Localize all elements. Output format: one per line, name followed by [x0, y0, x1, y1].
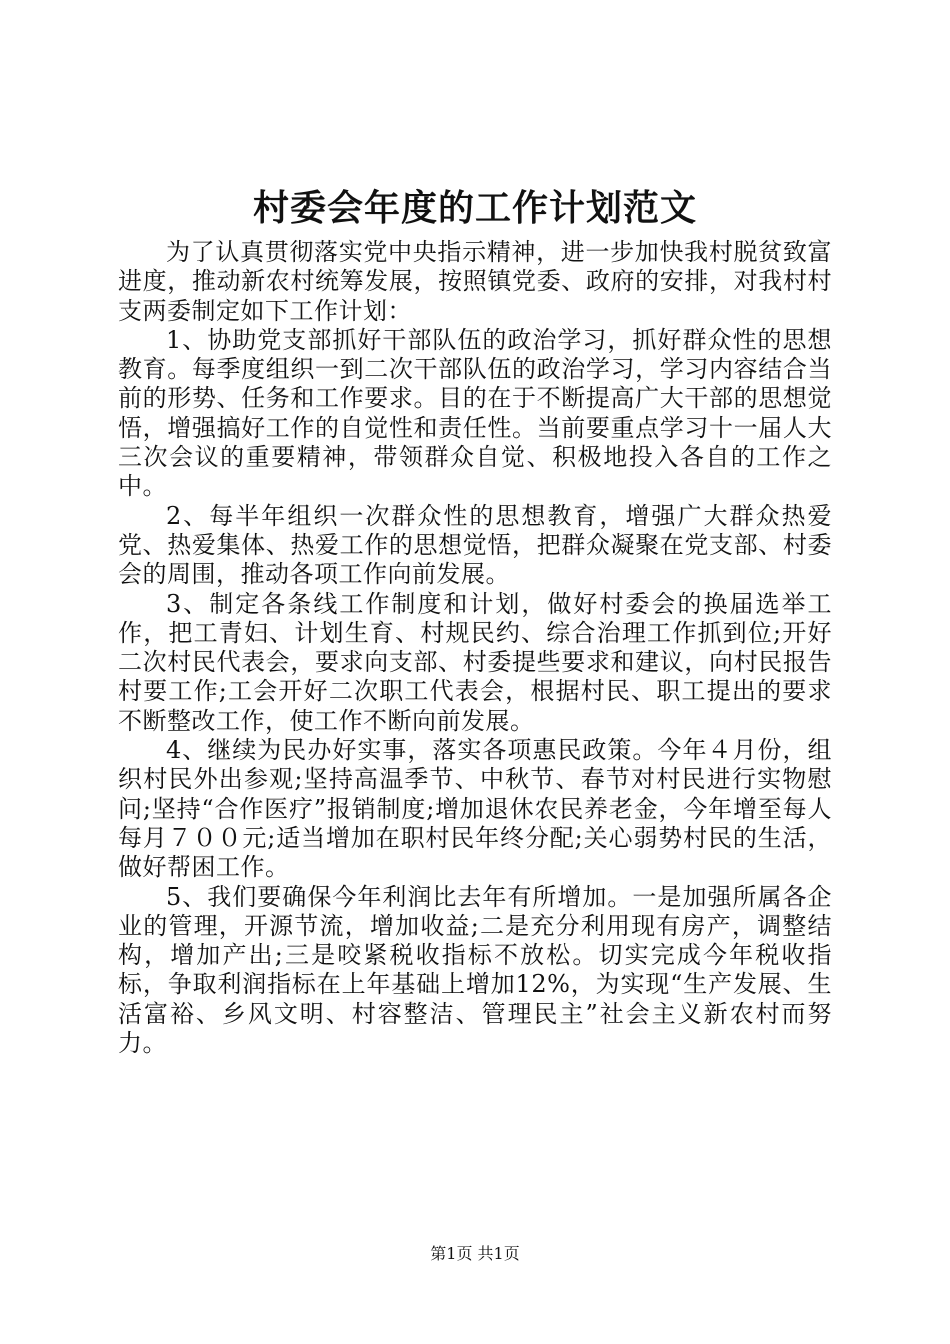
paragraph-item-2: 2、每半年组织一次群众性的思想教育，增强广大群众热爱党、热爱集体、热爱工作的思想觉悟，把群众凝聚在党支部、村委会的周围，推动各项工作向前发展。 — [118, 501, 832, 589]
document-body — [118, 238, 832, 1058]
paragraph-item-1: 1、协助党支部抓好干部队伍的政治学习，抓好群众性的思想教育。每季度组织一到二次干部队伍的政治学习，学习内容结合当前的形势、任务和工作要求。目的在于不断提高广大干部的思想觉悟，增强搞好工作的自觉性和责任性。当前要重点学习十一届人大三次会议的重要精神，带领群众自觉、积极地投入各自的工作之中。 — [118, 325, 832, 501]
document-title: 村委会年度的工作计划范文 — [252, 187, 697, 229]
paragraph-intro: 为了认真贯彻落实党中央指示精神，进一步加快我村脱贫致富进度，推动新农村统筹发展，按照镇党委、政府的安排，对我村村支两委制定如下工作计划： — [118, 238, 832, 325]
page-number-footer: 第1页 共1页 — [430, 1244, 520, 1263]
paragraph-item-5: 5、我们要确保今年利润比去年有所增加。一是加强所属各企业的管理，开源节流，增加收益;二是充分利用现有房产，调整结构，增加产出;三是咬紧税收指标不放松。切实完成今年税收指标，争取利润指标在上年基础上增加12%，为实现“生产发展、生活富裕、乡风文明、村容整洁、管理民主”社会主义新农村而努力。 — [118, 882, 832, 1058]
paragraph-item-4: 4、继续为民办好实事，落实各项惠民政策。今年４月份，组织村民外出参观;坚持高温季节、中秋节、春节对村民进行实物慰问;坚持“合作医疗”报销制度;增加退休农民养老金，今年增至每人每月７００元;适当增加在职村民年终分配;关心弱势村民的生活，做好帮困工作。 — [118, 736, 832, 882]
paragraph-item-3: 3、制定各条线工作制度和计划，做好村委会的换届选举工作，把工青妇、计划生育、村规民约、综合治理工作抓到位;开好二次村民代表会，要求向支部、村委提些要求和建议，向村民报告村要工作;工会开好二次职工代表会，根据村民、职工提出的要求不断整改工作，使工作不断向前发展。 — [118, 589, 832, 735]
